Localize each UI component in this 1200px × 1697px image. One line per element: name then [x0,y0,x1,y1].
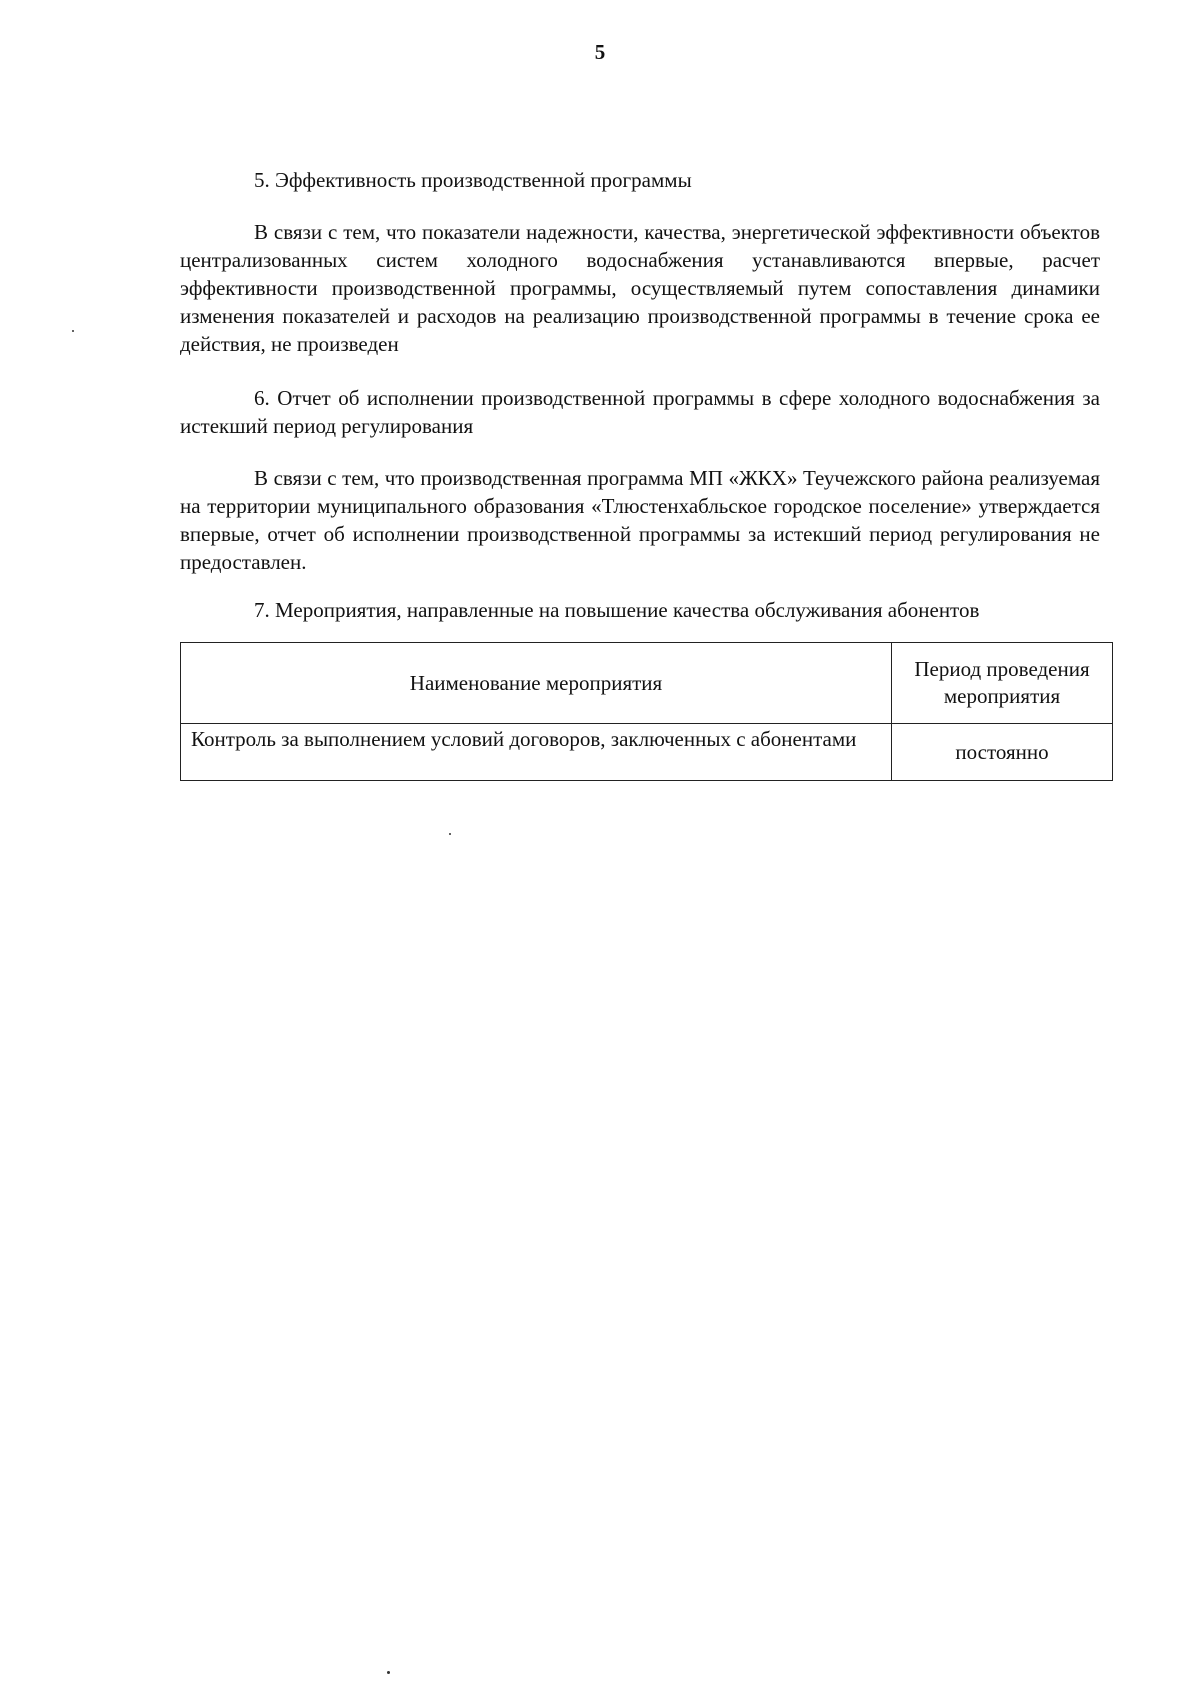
table-header-row [181,643,1113,724]
scan-speck [387,1671,390,1674]
section-6-paragraph: В связи с тем, что производственная программа МП «ЖКХ» Теучежского района реализуемая на территории муниципального образования «Тлюстенхабльское городское поселение» утверждается впервые, отчет об исполнении производственной программы за истекший период регулирования не предоставлен. [180,466,1100,574]
section-5-paragraph: В связи с тем, что показатели надежности, качества, энергетической эффективности объектов централизованных систем холодного водоснабжения устанавливаются впервые, расчет эффективности производственной программы, осуществляемый путем сопоставления динамики изменения показателей и расходов на реализацию производственной программы в течение срока ее действия, не произведен [180,220,1100,356]
table-cell-name: Контроль за выполнением условий договоров, заключенных с абонентами [181,724,892,781]
section-5-heading: 5. Эффективность производственной программы [254,168,692,192]
section-6-heading: 6. Отчет об исполнении производственной программы в сфере холодного водоснабжения за истекший период регулирования [180,386,1100,438]
page-number: 5 [594,40,606,64]
column-header-name: Наименование мероприятия [181,643,892,724]
table-row [181,724,1113,781]
section-7-heading: 7. Мероприятия, направленные на повышение качества обслуживания абонентов [254,598,980,622]
scan-speck [449,833,451,835]
column-header-period: Период проведения мероприятия [892,643,1113,724]
scan-speck [72,330,74,332]
table-cell-period: постоянно [892,724,1113,781]
events-table [180,642,1113,781]
